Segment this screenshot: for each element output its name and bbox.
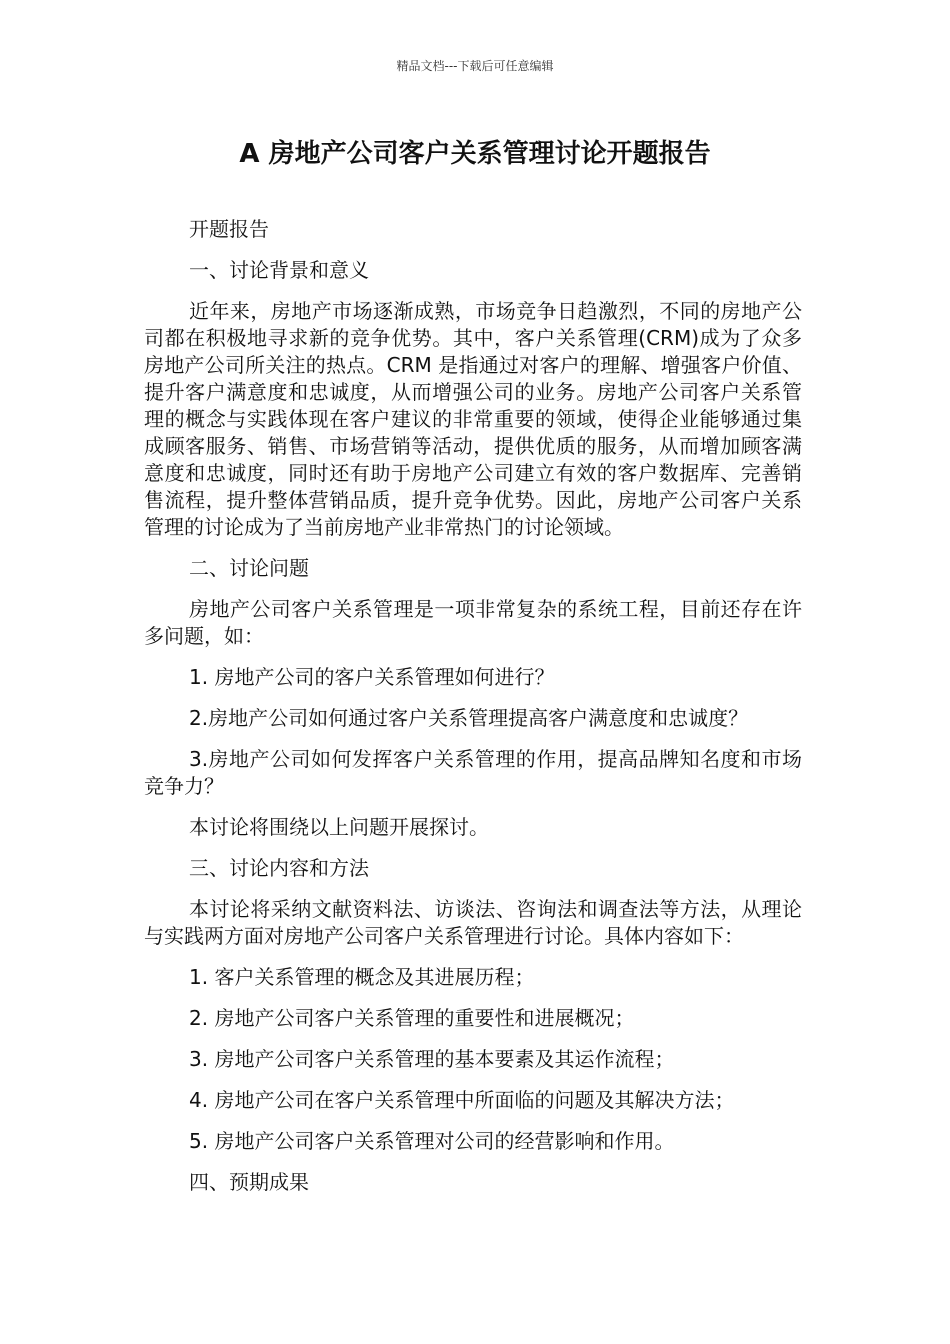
- questions-intro: 房地产公司客户关系管理是一项非常复杂的系统工程，目前还存在许多问题，如：: [144, 597, 802, 648]
- content-item-3: 3. 房地产公司客户关系管理的基本要素及其运作流程；: [189, 1047, 675, 1071]
- question-item-2: 2.房地产公司如何通过客户关系管理提高客户满意度和忠诚度？: [189, 706, 749, 730]
- questions-summary: 本讨论将围绕以上问题开展探讨。: [189, 815, 489, 839]
- background-paragraph: 近年来，房地产市场逐渐成熟，市场竞争日趋激烈，不同的房地产公司都在积极地寻求新的竞争优势。其中，客户关系管理(CRM)成为了众多房地产公司所关注的热点。CRM 是指通过对客户的理解、增强客户价值、提升客户满意度和忠诚度，从而增强公司的业务。房地产公司客户关系管理的概念与实践体现在客户建议的非常重要的领域，使得企业能够通过集成顾客服务、销售、市场营销等活动，提供优质的服务，从而增加顾客满意度和忠诚度，同时还有助于房地产公司建立有效的客户数据库、完善销售流程，提升整体营销品质，提升竞争优势。因此，房地产公司客户关系管理的讨论成为了当前房地产业非常热门的讨论领域。: [144, 299, 802, 539]
- document-title: A 房地产公司客户关系管理讨论开题报告: [239, 139, 711, 169]
- header-note: 精品文档---下载后可任意编辑: [396, 59, 554, 73]
- report-label: 开题报告: [189, 217, 269, 241]
- question-item-3: 3.房地产公司如何发挥客户关系管理的作用，提高品牌知名度和市场竞争力？: [144, 747, 802, 798]
- content-item-1: 1. 客户关系管理的概念及其进展历程；: [189, 965, 535, 989]
- content-item-4: 4. 房地产公司在客户关系管理中所面临的问题及其解决方法；: [189, 1088, 735, 1112]
- section-heading-background: 一、讨论背景和意义: [189, 258, 369, 282]
- section-heading-outcomes: 四、预期成果: [189, 1170, 309, 1194]
- section-heading-questions: 二、讨论问题: [189, 556, 309, 580]
- question-item-1: 1. 房地产公司的客户关系管理如何进行？: [189, 665, 555, 689]
- document-body: [144, 216, 802, 1210]
- content-item-2: 2. 房地产公司客户关系管理的重要性和进展概况；: [189, 1006, 635, 1030]
- methods-paragraph: 本讨论将采纳文献资料法、访谈法、咨询法和调查法等方法，从理论与实践两方面对房地产公司客户关系管理进行讨论。具体内容如下：: [144, 897, 802, 948]
- content-item-5: 5. 房地产公司客户关系管理对公司的经营影响和作用。: [189, 1129, 675, 1153]
- section-heading-content: 三、讨论内容和方法: [189, 856, 369, 880]
